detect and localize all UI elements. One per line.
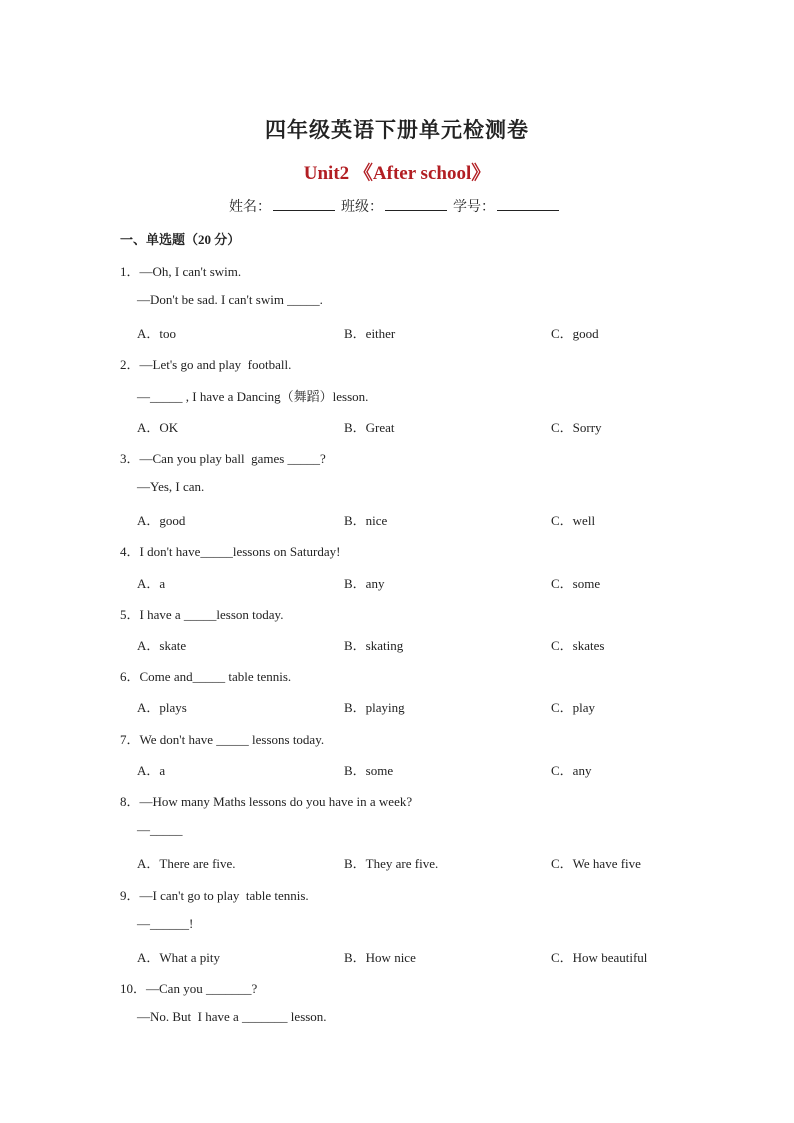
option-b[interactable]: B．How nice [344, 950, 416, 965]
question-stem: I have a _____lesson today. [139, 607, 284, 622]
question-number: 4． [120, 544, 140, 559]
question-number: 3． [120, 451, 140, 466]
option-b[interactable]: B．some [344, 763, 394, 778]
question-stem: —I can't go to play table tennis. [139, 888, 309, 903]
question-stem: Come and_____ table tennis. [139, 669, 292, 684]
option-a[interactable]: A．skate [137, 638, 187, 653]
option-b[interactable]: B．any [344, 576, 385, 591]
question-number: 1． [120, 264, 140, 279]
option-c[interactable]: C．some [551, 576, 601, 591]
option-a[interactable]: A．OK [137, 420, 179, 435]
name-blank[interactable] [273, 198, 335, 211]
option-c[interactable]: C．We have five [551, 856, 641, 871]
option-b[interactable]: B．either [344, 326, 396, 341]
question-number: 9． [120, 888, 140, 903]
question-1-line2: —Don't be sad. I can't swim _____. [137, 292, 323, 307]
question-6 [120, 666, 291, 685]
option-c[interactable]: C．any [551, 763, 592, 778]
question-10-line2: —No. But I have a _______ lesson. [137, 1009, 327, 1024]
question-number: 8． [120, 794, 140, 809]
question-1 [120, 261, 241, 280]
question-9 [120, 885, 309, 904]
page-title: 四年级英语下册单元检测卷 [265, 118, 529, 142]
question-2 [120, 354, 291, 373]
question-3 [120, 448, 326, 467]
question-stem: We don't have _____ lessons today. [139, 732, 325, 747]
question-number: 5． [120, 607, 140, 622]
option-a[interactable]: A．good [137, 513, 186, 528]
option-a[interactable]: A．There are five. [137, 856, 236, 871]
question-8-line2: —_____ [137, 822, 183, 837]
question-stem: I don't have_____lessons on Saturday! [139, 544, 341, 559]
option-a[interactable]: A．too [137, 326, 177, 341]
option-c[interactable]: C．good [551, 326, 599, 341]
question-7 [120, 729, 324, 748]
option-a[interactable]: A．plays [137, 700, 187, 715]
question-5 [120, 604, 283, 623]
option-a[interactable]: A．a [137, 576, 166, 591]
question-number: 7． [120, 732, 140, 747]
option-b[interactable]: B．nice [344, 513, 388, 528]
question-stem: —Oh, I can't swim. [139, 264, 242, 279]
class-blank[interactable] [385, 198, 447, 211]
question-10 [120, 978, 257, 997]
question-2-line2: —_____ , I have a Dancing（舞蹈）lesson. [137, 389, 369, 404]
question-4 [120, 541, 340, 560]
option-c[interactable]: C．skates [551, 638, 605, 653]
student-info-line [0, 196, 794, 216]
question-stem: —Can you _______? [146, 981, 258, 996]
question-3-line2: —Yes, I can. [137, 479, 205, 494]
name-label: 姓名： [229, 200, 271, 215]
question-number: 2． [120, 357, 140, 372]
question-number: 10． [120, 981, 147, 996]
option-a[interactable]: A．What a pity [137, 950, 221, 965]
option-c[interactable]: C．Sorry [551, 420, 602, 435]
option-b[interactable]: B．They are five. [344, 856, 439, 871]
class-label: 班级： [341, 200, 383, 215]
option-c[interactable]: C．well [551, 513, 596, 528]
option-c[interactable]: C．play [551, 700, 596, 715]
id-blank[interactable] [497, 198, 559, 211]
option-b[interactable]: B．playing [344, 700, 405, 715]
section-heading: 一、单选题（20 分） [120, 232, 241, 247]
option-a[interactable]: A．a [137, 763, 166, 778]
question-number: 6． [120, 669, 140, 684]
question-9-line2: —______! [137, 916, 194, 931]
page-subtitle: Unit2 《After school》 [303, 163, 491, 184]
question-8 [120, 791, 412, 810]
question-stem: —How many Maths lessons do you have in a week? [139, 794, 413, 809]
option-b[interactable]: B．Great [344, 420, 395, 435]
question-stem: —Let's go and play football. [139, 357, 292, 372]
option-c[interactable]: C．How beautiful [551, 950, 648, 965]
option-b[interactable]: B．skating [344, 638, 404, 653]
question-stem: —Can you play ball games _____? [139, 451, 326, 466]
id-label: 学号： [453, 200, 495, 215]
